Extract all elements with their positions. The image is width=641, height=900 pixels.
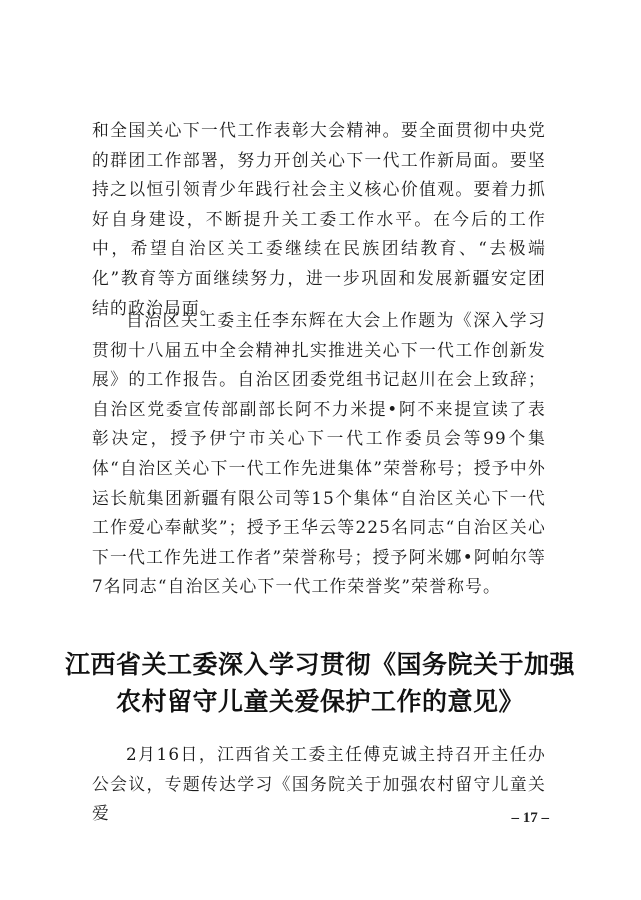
page-number: – 17 – [511,810,549,826]
heading-line-2: 农村留守儿童关爱保护工作的意见》 [115,687,524,716]
article-heading [60,646,580,720]
paragraph-jiangxi-intro: 2月16日，江西省关工委主任傅克诚主持召开主任办公会议，专题传达学习《国务院关于加强农村留守儿童关爱 [92,744,546,824]
heading-line-1: 江西省关工委深入学习贯彻《国务院关于加强 [64,650,575,679]
paragraph-continuation: 和全国关心下一代工作表彰大会精神。要全面贯彻中央党的群团工作部署，努力开创关心下一代工作新局面。要坚持之以恒引领青少年践行社会主义核心价值观。要着力抓好自身建设，不断提升关工委工作水平。在今后的工作中，希望自治区关工委继续在民族团结教育、“去极端化”教育等方面继续努力，进一步巩固和发展新疆安定团结的政治局面。 [92,120,546,318]
paragraph-work-report: 自治区关工委主任李东辉在大会上作题为《深入学习贯彻十八届五中全会精神扎实推进关心下一代工作创新发展》的工作报告。自治区团委党组书记赵川在会上致辞；自治区党委宣传部副部长阿不力米提•阿不来提宣读了表彰决定，授予伊宁市关心下一代工作委员会等99个集体“自治区关心下一代工作先进集体”荣誉称号；授予中外运长航集团新疆有限公司等15个集体“自治区关心下一代工作爱心奉献奖”；授予王华云等225名同志“自治区关心下一代工作先进工作者”荣誉称号；授予阿米娜•阿帕尔等7名同志“自治区关心下一代工作荣誉奖”荣誉称号。 [92,310,546,597]
